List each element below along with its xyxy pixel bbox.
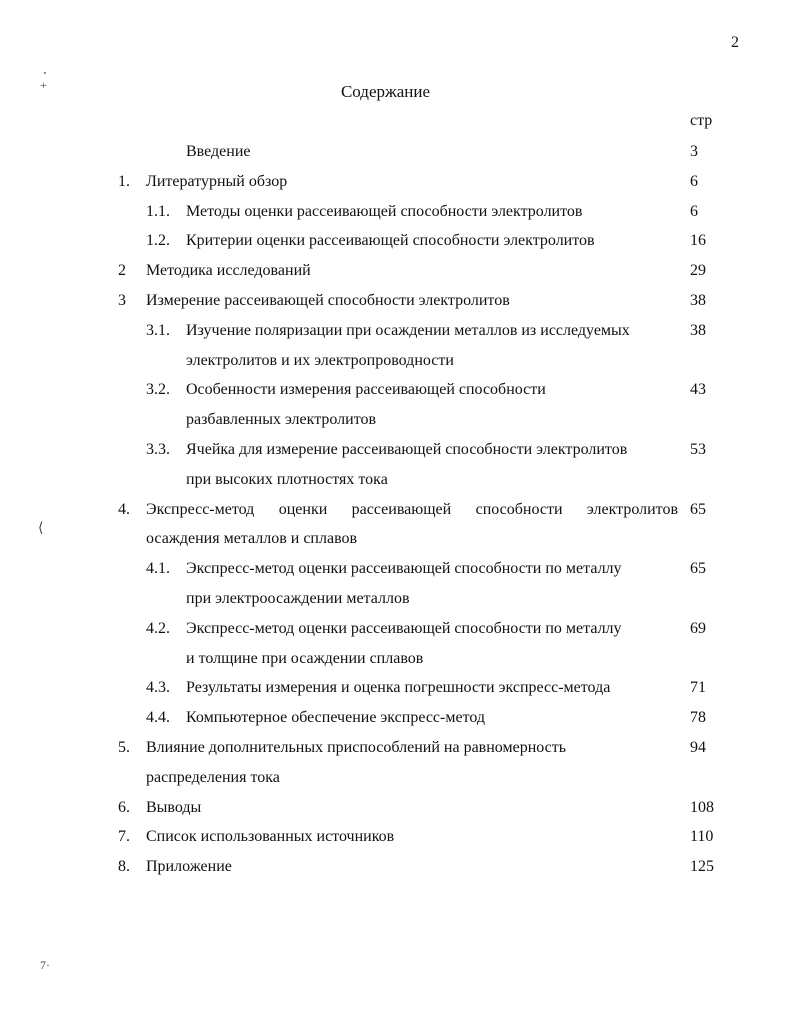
- toc-entry-title: при электроосаждении металлов: [186, 590, 410, 607]
- toc-entry-title: Литературный обзор: [146, 172, 288, 190]
- toc-entry-title: Измерение рассеивающей способности электролитов: [146, 292, 510, 309]
- toc-line: [0, 379, 791, 401]
- toc-entry-page: 6: [690, 202, 698, 220]
- toc-entry-number: 4.: [118, 500, 130, 518]
- toc-entry-title: осаждения металлов и сплавов: [146, 530, 358, 548]
- toc-entry-page: 108: [690, 798, 714, 816]
- toc-line: [0, 588, 791, 610]
- toc-entry-title: Изучение поляризации при осаждении металлов из исследуемых: [186, 321, 630, 339]
- toc-entry-number: 1.2.: [146, 232, 170, 250]
- toc-entry-title: Экспресс-метод оценки рассеивающей способности электролитов: [146, 500, 678, 518]
- toc-line: [0, 201, 791, 223]
- scan-speck: 7·: [40, 958, 50, 972]
- toc-entry-page: 125: [690, 858, 714, 876]
- toc-entry-number: 2: [118, 262, 126, 280]
- toc-entry-page: 3: [690, 143, 698, 160]
- toc-entry-page: 78: [690, 709, 706, 727]
- toc-entry-page: 38: [690, 321, 706, 339]
- toc-entry-page: 65: [690, 500, 706, 518]
- toc-line: [0, 826, 791, 848]
- toc-entry-number: 5.: [118, 739, 130, 756]
- toc-entry-page: 43: [690, 381, 706, 399]
- toc-entry-title: Методика исследований: [146, 262, 311, 280]
- toc-entry-page: 29: [690, 262, 706, 280]
- toc-entry-number: 1.1.: [146, 202, 170, 220]
- toc-entry-number: 8.: [118, 858, 130, 876]
- scan-speck: ⟨: [38, 521, 44, 536]
- toc-entry-number: 3.3.: [146, 441, 170, 458]
- toc-entry-number: 4.1.: [146, 560, 170, 578]
- toc-entry-title: Введение: [186, 143, 251, 160]
- toc-entry-title: Методы оценки рассеивающей способности электролитов: [186, 202, 583, 220]
- toc-entry-number: 3.1.: [146, 321, 170, 339]
- toc-line: [0, 767, 791, 789]
- toc-entry-page: 6: [690, 172, 698, 190]
- toc-entry-title: Ячейка для измерение рассеивающей способности электролитов: [186, 441, 628, 458]
- toc-entry-title: электролитов и их электропроводности: [186, 351, 454, 369]
- toc-line: [0, 797, 791, 819]
- toc-entry-number: 4.3.: [146, 679, 170, 697]
- toc-entry-title: Приложение: [146, 858, 232, 876]
- toc-entry-number: 4.2.: [146, 619, 170, 637]
- toc-entry-page: 16: [690, 232, 706, 250]
- toc-entry-page: 65: [690, 560, 706, 578]
- toc-line: [0, 230, 791, 252]
- page-title: [0, 82, 791, 102]
- toc-line: [0, 707, 791, 729]
- toc-entry-title: Влияние дополнительных приспособлений на равномерность: [146, 739, 567, 756]
- toc-line: [0, 171, 791, 193]
- toc-entry-number: 1.: [118, 172, 130, 190]
- toc-entry-number: 3.2.: [146, 381, 170, 399]
- toc-line: [0, 409, 791, 431]
- toc-entry-title: и толщине при осаждении сплавов: [186, 649, 424, 667]
- page-number: 2: [731, 34, 739, 51]
- toc-line: [0, 737, 791, 759]
- toc-entry-number: 4.4.: [146, 709, 170, 727]
- toc-line: [0, 350, 791, 372]
- toc-entry-page: 94: [690, 739, 706, 756]
- toc-line: [0, 260, 791, 282]
- scan-speck: ⸼: [44, 60, 47, 74]
- toc-entry-title: Особенности измерения рассеивающей способности: [186, 381, 546, 399]
- toc-entry-page: 53: [690, 441, 706, 458]
- toc-entry-title: Экспресс-метод оценки рассеивающей способности по металлу: [186, 560, 622, 578]
- toc-entry-number: 6.: [118, 798, 130, 816]
- toc-entry-number: 3: [118, 292, 126, 309]
- toc-entry-number: 7.: [118, 828, 130, 846]
- toc-entry-page: 71: [690, 679, 706, 697]
- toc-entry-page: 110: [690, 828, 714, 846]
- toc-line: [0, 618, 791, 640]
- toc-entry-title: Компьютерное обеспечение экспресс-метод: [186, 709, 486, 727]
- toc-entry-title: Выводы: [146, 798, 202, 816]
- toc-line: [0, 528, 791, 550]
- toc-entry-title: Экспресс-метод оценки рассеивающей способности по металлу: [186, 619, 622, 637]
- toc-line: [0, 677, 791, 699]
- scan-speck: +: [40, 78, 47, 92]
- toc-line: [0, 469, 791, 491]
- toc-line: [0, 290, 791, 312]
- toc-entry-title: разбавленных электролитов: [186, 411, 377, 429]
- toc-entry-title: распределения тока: [146, 768, 280, 786]
- toc-entry-title: при высоких плотностях тока: [186, 470, 388, 488]
- toc-entry-title: Список использованных источников: [146, 828, 395, 846]
- toc-line: [0, 320, 791, 342]
- toc-entry-title: Критерии оценки рассеивающей способности электролитов: [186, 232, 595, 250]
- toc-line: [0, 141, 791, 163]
- title-text: Содержание: [340, 82, 431, 101]
- toc-line: [0, 558, 791, 580]
- toc-line: [0, 499, 791, 521]
- toc-entry-page: 38: [690, 292, 706, 309]
- toc-line: [0, 648, 791, 670]
- page-column-header: стр: [690, 112, 713, 129]
- toc-line: [0, 856, 791, 878]
- toc-entry-page: 69: [690, 619, 706, 637]
- toc-line: [0, 439, 791, 461]
- toc-entry-title: Результаты измерения и оценка погрешности экспресс-метода: [186, 679, 611, 697]
